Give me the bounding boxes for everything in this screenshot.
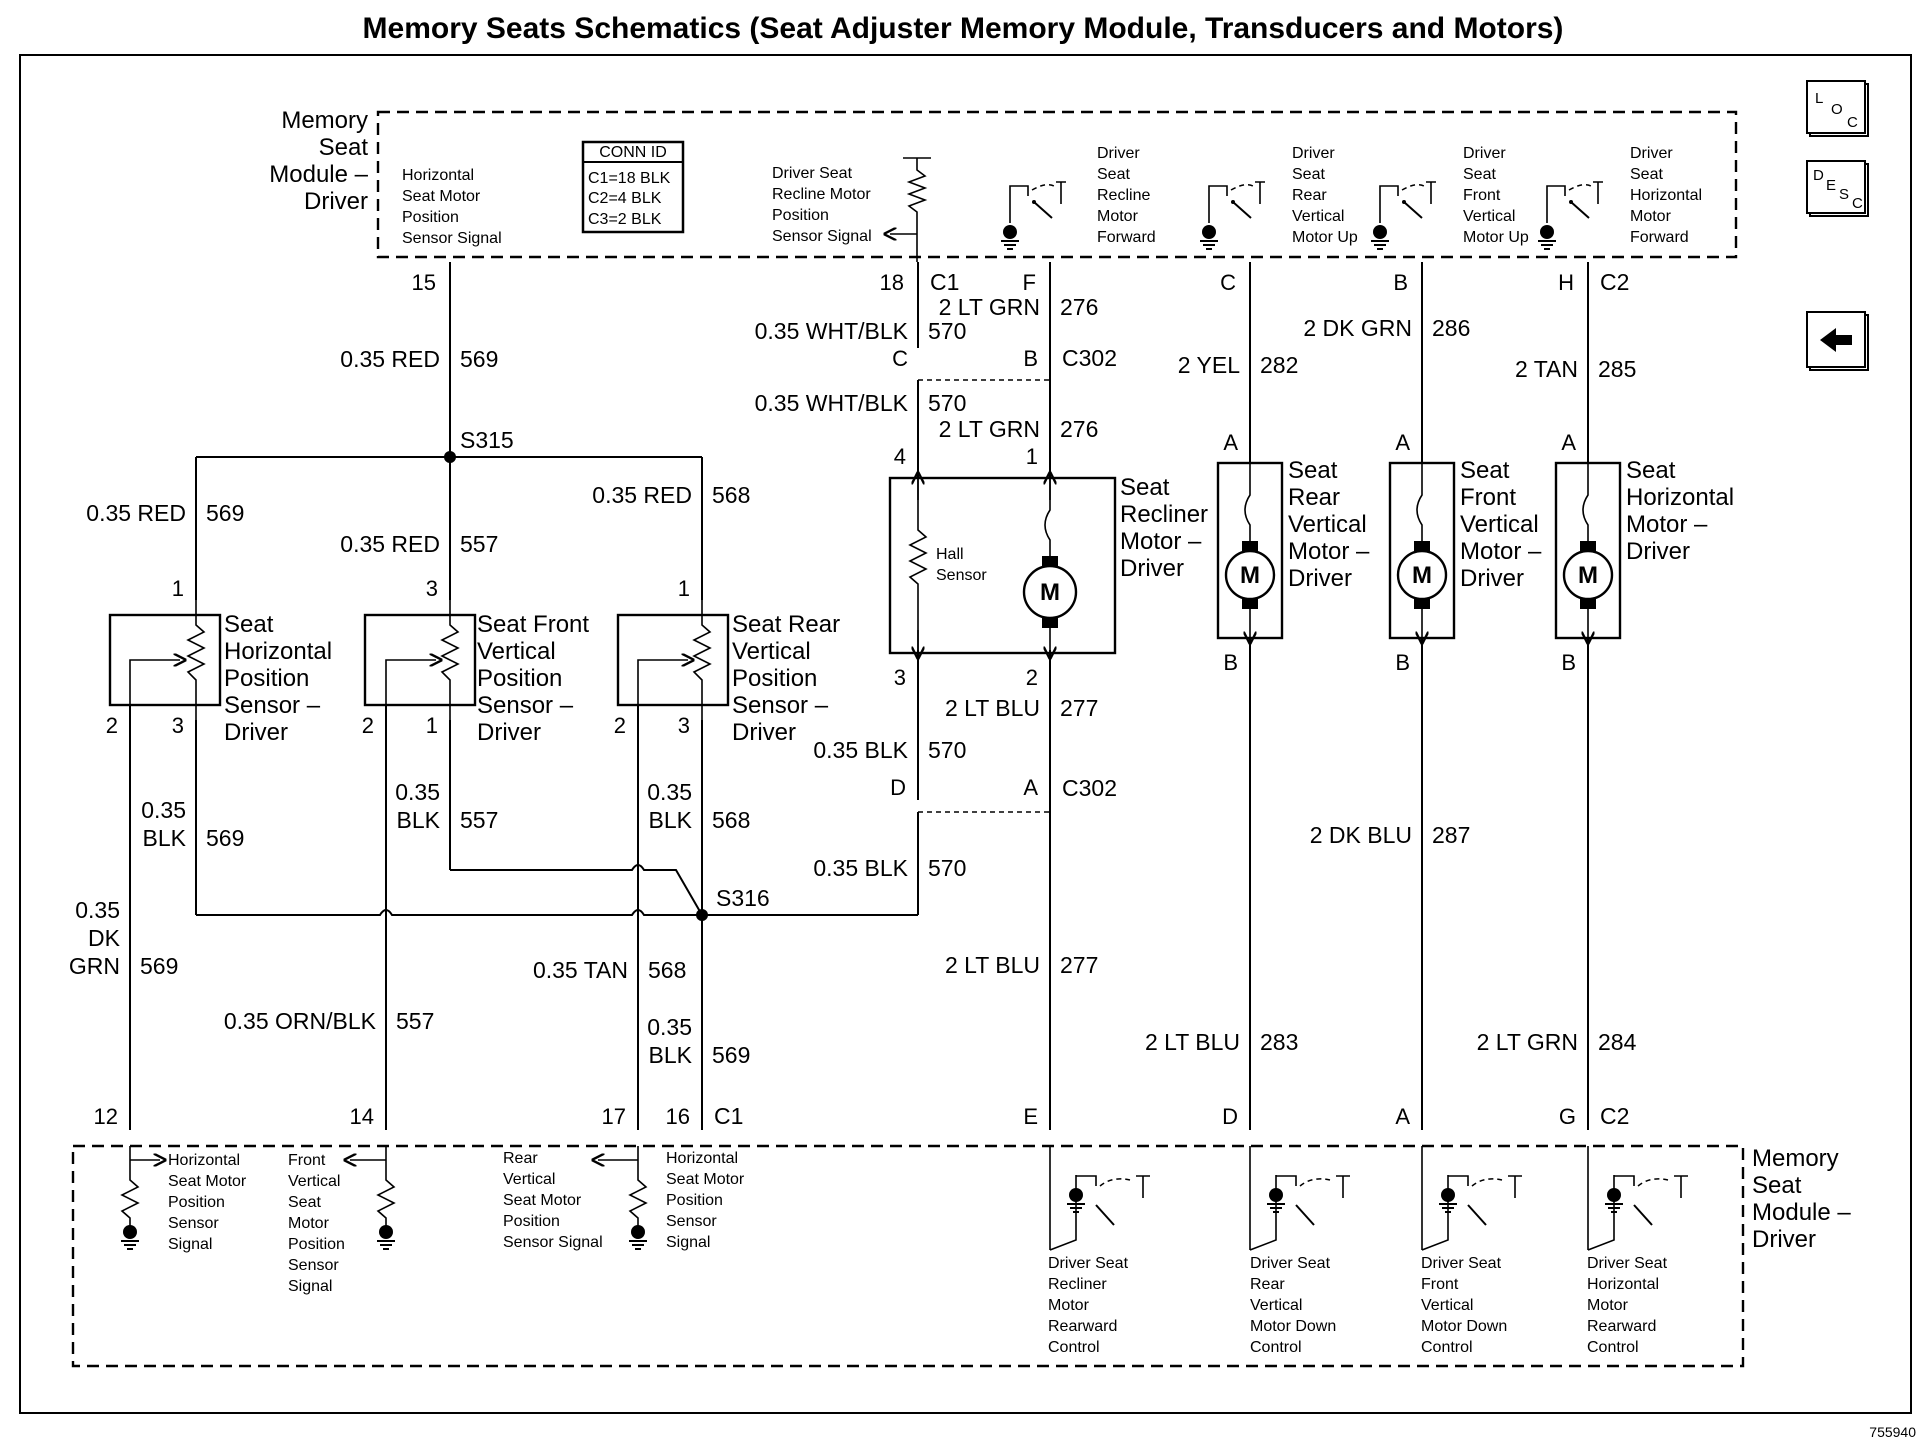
svg-text:Seat Motor: Seat Motor (168, 1173, 247, 1190)
svg-text:2 DK BLU: 2 DK BLU (1309, 822, 1412, 848)
svg-text:Motor: Motor (1587, 1297, 1628, 1314)
svg-text:0.35: 0.35 (647, 1014, 692, 1040)
svg-text:Seat: Seat (224, 611, 274, 638)
svg-text:D: D (1222, 1104, 1238, 1129)
svg-text:Driver: Driver (1626, 538, 1690, 565)
svg-text:557: 557 (460, 531, 499, 557)
svg-text:Control: Control (1421, 1339, 1473, 1356)
svg-text:2 LT BLU: 2 LT BLU (1144, 1029, 1240, 1055)
svg-text:Position: Position (772, 207, 829, 224)
svg-text:Driver: Driver (1120, 555, 1184, 582)
svg-text:Driver Seat: Driver Seat (772, 165, 853, 182)
svg-text:Position: Position (666, 1192, 723, 1209)
svg-text:Driver: Driver (1630, 145, 1673, 162)
svg-text:D: D (890, 775, 906, 800)
svg-text:Driver: Driver (1752, 1226, 1816, 1253)
svg-text:Seat: Seat (1463, 166, 1496, 183)
svg-text:C1=18 BLK: C1=18 BLK (588, 170, 671, 187)
svg-text:Driver: Driver (1292, 145, 1335, 162)
svg-text:B: B (1395, 650, 1410, 675)
bottom-control-rear-down (1250, 1255, 1336, 1356)
memory-seat-module-top-box (378, 112, 1736, 257)
splice-s315-label: S315 (460, 427, 514, 453)
connector-c1-top: C1 (930, 269, 960, 295)
svg-text:0.35 RED: 0.35 RED (340, 346, 440, 372)
seat-rear-vertical-position-sensor (618, 600, 728, 720)
svg-text:1: 1 (1025, 444, 1038, 469)
svg-text:B: B (1223, 650, 1238, 675)
svg-text:569: 569 (140, 953, 179, 979)
svg-text:Sensor Signal: Sensor Signal (772, 228, 872, 245)
schematic-title: Memory Seats Schematics (Seat Adjuster Memory Module, Transducers and Motors) (362, 12, 1564, 45)
svg-text:Vertical: Vertical (1421, 1297, 1474, 1314)
seat-horizontal-motor (1556, 463, 1620, 638)
svg-text:Motor: Motor (1048, 1297, 1089, 1314)
svg-text:Recline Motor: Recline Motor (772, 186, 871, 203)
svg-text:Sensor –: Sensor – (732, 692, 829, 719)
svg-text:Driver: Driver (224, 719, 288, 746)
svg-text:G: G (1558, 1104, 1576, 1129)
svg-text:Rear: Rear (503, 1150, 538, 1167)
top-rear-up-switch (1200, 182, 1265, 249)
svg-text:570: 570 (928, 855, 967, 881)
top-recline-potentiometer (890, 158, 931, 262)
bottom-sensor-front-vertical (350, 1146, 395, 1249)
seat-recliner-motor (890, 478, 1115, 653)
svg-text:0.35 TAN: 0.35 TAN (532, 957, 628, 983)
svg-text:3: 3 (677, 713, 690, 738)
svg-text:Rear: Rear (1292, 187, 1327, 204)
svg-text:Motor –: Motor – (1120, 528, 1202, 555)
top-horizontal-sensor-signal-label (402, 167, 502, 247)
svg-text:Position: Position (168, 1194, 225, 1211)
svg-text:Motor –: Motor – (1288, 538, 1370, 565)
label-seat-horizontal-position-sensor (224, 611, 332, 746)
svg-text:Rear: Rear (1250, 1276, 1285, 1293)
svg-text:Sensor: Sensor (288, 1257, 339, 1274)
svg-text:0.35 RED: 0.35 RED (340, 531, 440, 557)
svg-text:Recliner: Recliner (1048, 1276, 1107, 1293)
svg-text:Seat: Seat (1097, 166, 1130, 183)
svg-text:283: 283 (1260, 1029, 1299, 1055)
svg-text:Recline: Recline (1097, 187, 1151, 204)
svg-text:3: 3 (171, 713, 184, 738)
svg-text:Horizontal: Horizontal (224, 638, 333, 665)
svg-text:B: B (1561, 650, 1576, 675)
svg-text:Seat Rear: Seat Rear (732, 611, 841, 638)
svg-text:Sensor Signal: Sensor Signal (503, 1234, 603, 1251)
svg-text:570: 570 (928, 737, 967, 763)
svg-text:Seat: Seat (1752, 1172, 1802, 1199)
svg-text:Horizontal: Horizontal (168, 1152, 241, 1169)
svg-text:Horizontal: Horizontal (1630, 187, 1703, 204)
svg-text:A: A (1561, 430, 1576, 455)
label-seat-recliner-motor (1120, 474, 1208, 582)
svg-text:Seat: Seat (1292, 166, 1325, 183)
seat-front-vertical-position-sensor (365, 600, 475, 720)
svg-text:D: D (1813, 167, 1824, 184)
rear-vertical-motor-symbol: M (1240, 562, 1260, 589)
svg-text:Memory: Memory (281, 107, 368, 134)
svg-text:Front: Front (1421, 1276, 1459, 1293)
svg-text:557: 557 (460, 807, 499, 833)
svg-text:Motor Down: Motor Down (1250, 1318, 1337, 1335)
bottom-horizontal-rearward-switch (1588, 1146, 1688, 1250)
svg-text:0.35 ORN/BLK: 0.35 ORN/BLK (223, 1008, 376, 1034)
svg-text:Seat: Seat (318, 134, 368, 161)
svg-text:C2=4 BLK: C2=4 BLK (588, 190, 662, 207)
svg-text:0.35 WHT/BLK: 0.35 WHT/BLK (754, 318, 908, 344)
svg-text:Position: Position (503, 1213, 560, 1230)
svg-text:Position: Position (732, 665, 818, 692)
svg-text:1: 1 (677, 576, 690, 601)
svg-text:BLK: BLK (142, 825, 186, 851)
svg-text:276: 276 (1060, 294, 1099, 320)
s316-bus (196, 910, 918, 915)
svg-text:Sensor: Sensor (936, 567, 987, 584)
svg-text:3: 3 (893, 665, 906, 690)
label-seat-rear-vertical-motor (1288, 457, 1370, 592)
svg-text:Sensor –: Sensor – (477, 692, 574, 719)
top-switch-recline-forward-label (1097, 145, 1156, 246)
svg-text:Module –: Module – (269, 161, 368, 188)
label-hall-sensor (936, 546, 987, 584)
svg-text:282: 282 (1260, 352, 1299, 378)
svg-text:Horizontal: Horizontal (402, 167, 475, 184)
svg-text:Front: Front (288, 1152, 326, 1169)
svg-text:Hall: Hall (936, 546, 964, 563)
svg-text:2 LT BLU: 2 LT BLU (944, 952, 1040, 978)
conn-id-table (583, 142, 683, 232)
svg-text:Vertical: Vertical (477, 638, 556, 665)
svg-text:2 LT GRN: 2 LT GRN (938, 416, 1040, 442)
svg-text:0.35 RED: 0.35 RED (86, 500, 186, 526)
svg-text:Rearward: Rearward (1587, 1318, 1657, 1335)
svg-text:15: 15 (411, 270, 436, 295)
svg-text:0.35: 0.35 (141, 797, 186, 823)
svg-text:2 YEL: 2 YEL (1177, 352, 1240, 378)
svg-text:Horizontal: Horizontal (1626, 484, 1735, 511)
top-recline-sensor-signal-label (772, 165, 872, 245)
svg-text:Seat: Seat (288, 1194, 321, 1211)
svg-text:Vertical: Vertical (1288, 511, 1367, 538)
seat-rear-vertical-motor (1218, 463, 1282, 638)
svg-text:2 LT GRN: 2 LT GRN (1476, 1029, 1578, 1055)
svg-text:Forward: Forward (1097, 229, 1156, 246)
label-seat-front-vertical-motor (1460, 457, 1542, 592)
svg-text:Motor Up: Motor Up (1292, 229, 1358, 246)
svg-text:17: 17 (601, 1104, 626, 1129)
svg-text:285: 285 (1598, 356, 1637, 382)
svg-text:Control: Control (1048, 1339, 1100, 1356)
svg-text:Position: Position (477, 665, 563, 692)
svg-text:Forward: Forward (1630, 229, 1689, 246)
svg-text:B: B (1023, 346, 1038, 371)
svg-text:A: A (1395, 430, 1410, 455)
svg-text:3: 3 (425, 576, 438, 601)
svg-text:Driver Seat: Driver Seat (1587, 1255, 1668, 1272)
bottom-signal-horizontal-2 (666, 1150, 745, 1251)
seat-horizontal-position-sensor (110, 600, 220, 720)
svg-text:Motor: Motor (1630, 208, 1671, 225)
svg-text:Signal: Signal (288, 1278, 333, 1295)
svg-text:Sensor: Sensor (666, 1213, 717, 1230)
svg-text:C: C (892, 346, 908, 371)
svg-text:A: A (1395, 1104, 1410, 1129)
svg-text:A: A (1223, 430, 1238, 455)
svg-text:Sensor –: Sensor – (224, 692, 321, 719)
top-switch-front-vertical-up-label (1463, 145, 1529, 246)
svg-text:C: C (1852, 195, 1863, 212)
svg-text:277: 277 (1060, 952, 1099, 978)
svg-text:Position: Position (224, 665, 310, 692)
top-front-up-switch (1371, 182, 1436, 249)
svg-text:2: 2 (613, 713, 626, 738)
svg-text:Front: Front (1463, 187, 1501, 204)
bottom-front-down-switch (1422, 1146, 1522, 1250)
svg-text:Sensor Signal: Sensor Signal (402, 230, 502, 247)
figure-number: 755940 (1869, 1424, 1916, 1440)
svg-text:557: 557 (396, 1008, 435, 1034)
top-switch-rear-vertical-up-label (1292, 145, 1358, 246)
desc-icon[interactable] (1807, 161, 1868, 216)
bottom-control-recliner-rearward (1048, 1255, 1129, 1356)
svg-text:Motor Down: Motor Down (1421, 1318, 1508, 1335)
module-label-top (269, 107, 368, 215)
svg-text:568: 568 (712, 482, 751, 508)
svg-text:286: 286 (1432, 315, 1471, 341)
svg-text:Vertical: Vertical (503, 1171, 556, 1188)
bottom-signal-front-vertical (288, 1152, 345, 1295)
top-horizontal-forward-switch (1538, 182, 1603, 249)
svg-text:A: A (1023, 775, 1038, 800)
label-seat-horizontal-motor (1626, 457, 1734, 565)
svg-text:Control: Control (1587, 1339, 1639, 1356)
svg-text:Motor: Motor (288, 1215, 329, 1232)
svg-text:B: B (1393, 270, 1408, 295)
svg-text:Signal: Signal (168, 1236, 213, 1253)
svg-text:BLK: BLK (648, 807, 692, 833)
front-vertical-motor-symbol: M (1412, 562, 1432, 589)
svg-text:Seat: Seat (1120, 474, 1170, 501)
svg-text:16: 16 (665, 1104, 690, 1129)
svg-text:1: 1 (425, 713, 438, 738)
seat-front-vertical-motor (1390, 463, 1454, 638)
bottom-sensor-rear-vertical (598, 1146, 647, 1249)
svg-text:18: 18 (879, 270, 904, 295)
svg-text:12: 12 (93, 1104, 118, 1129)
svg-text:Seat Motor: Seat Motor (402, 188, 481, 205)
svg-text:Module –: Module – (1752, 1199, 1851, 1226)
svg-text:GRN: GRN (68, 953, 120, 979)
svg-text:287: 287 (1432, 822, 1471, 848)
svg-text:Seat: Seat (1460, 457, 1510, 484)
connector-c2-bottom: C2 (1600, 1103, 1630, 1129)
recliner-motor-symbol: M (1040, 579, 1060, 606)
svg-text:Horizontal: Horizontal (666, 1150, 739, 1167)
label-seat-rear-vertical-position-sensor (732, 611, 840, 746)
svg-text:Seat Motor: Seat Motor (666, 1171, 745, 1188)
top-switch-horizontal-forward-label (1630, 145, 1702, 246)
svg-text:2 LT GRN: 2 LT GRN (938, 294, 1040, 320)
svg-text:2: 2 (361, 713, 374, 738)
svg-text:0.35 RED: 0.35 RED (592, 482, 692, 508)
svg-text:C: C (1847, 114, 1858, 131)
bottom-control-front-down (1421, 1255, 1507, 1356)
top-recline-forward-switch (1001, 182, 1066, 249)
connector-c2-top: C2 (1600, 269, 1630, 295)
svg-text:CONN ID: CONN ID (599, 144, 667, 161)
svg-text:Motor –: Motor – (1460, 538, 1542, 565)
svg-text:Vertical: Vertical (1463, 208, 1516, 225)
bottom-signal-horizontal-1 (168, 1152, 247, 1253)
svg-text:Horizontal: Horizontal (1587, 1276, 1660, 1293)
svg-text:1: 1 (171, 576, 184, 601)
svg-text:L: L (1815, 90, 1824, 107)
svg-text:Driver: Driver (1460, 565, 1524, 592)
svg-text:0.35: 0.35 (395, 779, 440, 805)
label-seat-front-vertical-position-sensor (477, 611, 589, 746)
svg-text:Driver: Driver (732, 719, 796, 746)
svg-text:BLK: BLK (648, 1042, 692, 1068)
svg-text:0.35 BLK: 0.35 BLK (813, 855, 908, 881)
svg-text:Seat Front: Seat Front (477, 611, 590, 638)
svg-text:Front: Front (1460, 484, 1517, 511)
svg-text:570: 570 (928, 318, 967, 344)
wire-557-to-s316 (450, 865, 702, 915)
svg-text:Driver: Driver (304, 188, 368, 215)
svg-text:Motor –: Motor – (1626, 511, 1708, 538)
svg-text:Seat: Seat (1630, 166, 1663, 183)
svg-text:Position: Position (402, 209, 459, 226)
svg-text:E: E (1826, 177, 1837, 194)
svg-text:Rear: Rear (1288, 484, 1341, 511)
svg-text:Motor Up: Motor Up (1463, 229, 1529, 246)
svg-text:O: O (1831, 101, 1843, 118)
svg-text:Recliner: Recliner (1120, 501, 1209, 528)
svg-text:Driver Seat: Driver Seat (1048, 1255, 1129, 1272)
svg-text:276: 276 (1060, 416, 1099, 442)
svg-text:14: 14 (349, 1104, 374, 1129)
svg-text:Driver: Driver (1097, 145, 1140, 162)
arrow-left-icon[interactable] (1807, 312, 1868, 370)
svg-text:Vertical: Vertical (288, 1173, 341, 1190)
svg-text:Driver: Driver (1463, 145, 1506, 162)
svg-text:H: H (1558, 270, 1574, 295)
bottom-signal-rear-vertical (503, 1150, 603, 1251)
bottom-recliner-rearward-switch (1050, 1146, 1150, 1250)
svg-text:569: 569 (712, 1042, 751, 1068)
svg-text:Vertical: Vertical (1250, 1297, 1303, 1314)
svg-text:F: F (1022, 270, 1036, 295)
splice-s316-label: S316 (716, 885, 770, 911)
svg-text:Vertical: Vertical (732, 638, 811, 665)
module-label-bottom (1752, 1145, 1851, 1253)
svg-text:Motor: Motor (1097, 208, 1138, 225)
svg-text:C3=2 BLK: C3=2 BLK (588, 211, 662, 228)
splice-s316 (696, 909, 708, 921)
svg-text:2: 2 (1025, 665, 1038, 690)
svg-text:Seat: Seat (1626, 457, 1676, 484)
svg-text:0.35: 0.35 (75, 897, 120, 923)
svg-text:E: E (1023, 1104, 1038, 1129)
svg-text:Driver: Driver (477, 719, 541, 746)
horizontal-motor-symbol: M (1578, 562, 1598, 589)
svg-text:568: 568 (712, 807, 751, 833)
svg-text:Sensor: Sensor (168, 1215, 219, 1232)
svg-text:Driver Seat: Driver Seat (1250, 1255, 1331, 1272)
svg-text:Memory: Memory (1752, 1145, 1839, 1172)
svg-text:569: 569 (460, 346, 499, 372)
bottom-sensor-horizontal-1 (121, 1146, 160, 1249)
connector-c302-top: C302 (1062, 345, 1117, 371)
svg-text:568: 568 (648, 957, 687, 983)
svg-text:Driver: Driver (1288, 565, 1352, 592)
loc-icon[interactable] (1807, 81, 1868, 136)
svg-text:Vertical: Vertical (1292, 208, 1345, 225)
bottom-rear-down-switch (1250, 1146, 1350, 1250)
svg-text:Rearward: Rearward (1048, 1318, 1118, 1335)
svg-text:BLK: BLK (396, 807, 440, 833)
svg-text:4: 4 (893, 444, 906, 469)
svg-text:C: C (1220, 270, 1236, 295)
svg-text:0.35: 0.35 (647, 779, 692, 805)
svg-text:2 DK GRN: 2 DK GRN (1303, 315, 1412, 341)
svg-text:Vertical: Vertical (1460, 511, 1539, 538)
svg-text:DK: DK (88, 925, 120, 951)
svg-text:0.35 WHT/BLK: 0.35 WHT/BLK (754, 390, 908, 416)
svg-text:570: 570 (928, 390, 967, 416)
svg-text:2 LT BLU: 2 LT BLU (944, 695, 1040, 721)
svg-text:Seat Motor: Seat Motor (503, 1192, 582, 1209)
svg-text:2 TAN: 2 TAN (1514, 356, 1578, 382)
bottom-control-horizontal-rearward (1587, 1255, 1668, 1356)
svg-text:Seat: Seat (1288, 457, 1338, 484)
svg-text:284: 284 (1598, 1029, 1637, 1055)
connector-c302-bottom: C302 (1062, 775, 1117, 801)
svg-text:Signal: Signal (666, 1234, 711, 1251)
svg-text:Control: Control (1250, 1339, 1302, 1356)
svg-text:277: 277 (1060, 695, 1099, 721)
svg-text:2: 2 (105, 713, 118, 738)
svg-text:S: S (1839, 186, 1850, 203)
svg-text:569: 569 (206, 500, 245, 526)
svg-text:Driver Seat: Driver Seat (1421, 1255, 1502, 1272)
svg-text:Position: Position (288, 1236, 345, 1253)
svg-text:0.35 BLK: 0.35 BLK (813, 737, 908, 763)
svg-text:569: 569 (206, 825, 245, 851)
connector-c1-bottom: C1 (714, 1103, 744, 1129)
